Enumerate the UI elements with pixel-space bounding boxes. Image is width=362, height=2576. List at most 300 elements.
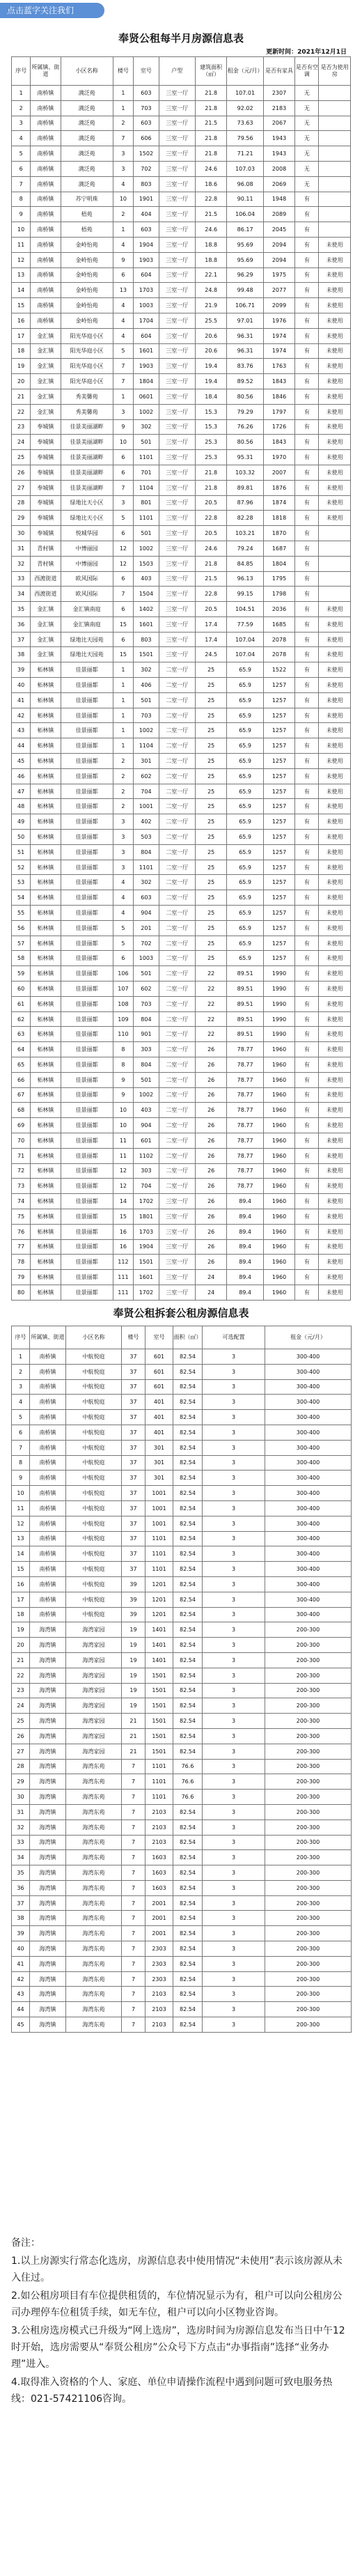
table-cell: 13 (12, 267, 31, 283)
table-cell: 未使用 (319, 996, 351, 1011)
table-cell: 三室一厅 (159, 252, 195, 267)
note-item-1: 1.以上房源实行常态化选房，房源信息表中使用情况“未使用”表示该房源从未入住过。 (11, 2256, 343, 2283)
table-row (12, 1926, 352, 1941)
table-cell (319, 556, 351, 571)
table-cell: 501 (134, 1072, 159, 1087)
table-cell: 82.54 (173, 1895, 203, 1911)
table-cell: 未使用 (319, 920, 351, 936)
table-cell: 佳景丽都 (61, 1255, 113, 1270)
table-cell: 南桥镇 (30, 1592, 66, 1607)
table-cell: 3 (113, 814, 134, 830)
table-cell: 有 (295, 495, 319, 511)
table-cell: 6 (12, 1425, 30, 1440)
table-row (12, 1163, 351, 1179)
table-cell: 200-300 (265, 1744, 352, 1759)
table-cell: 2 (113, 784, 134, 799)
table-cell: 未使用 (319, 1255, 351, 1270)
table-cell: 21.8 (195, 100, 227, 116)
table-cell: 未使用 (319, 435, 351, 450)
table-cell: 二室一厅 (159, 1087, 195, 1103)
table-row (12, 647, 351, 662)
table-cell: 35 (12, 602, 31, 617)
table-cell: 未使用 (319, 844, 351, 860)
table-cell: 柘林镇 (31, 966, 61, 981)
table-cell: 南桥镇 (30, 1531, 66, 1546)
table-cell: 1702 (134, 1194, 159, 1209)
table-cell: 103.21 (227, 526, 263, 541)
table-cell: 金汇镇 (31, 404, 61, 419)
table-cell: 1960 (263, 1194, 295, 1209)
table-cell: 36 (12, 1880, 30, 1895)
table-cell: 1003 (134, 298, 159, 313)
table-cell: 200-300 (265, 1987, 352, 2002)
table-cell: 24.6 (195, 222, 227, 238)
table-cell: 柘林镇 (31, 723, 61, 738)
table-cell: 65.9 (227, 830, 263, 845)
table-cell: 1 (113, 738, 134, 754)
table-row (12, 252, 351, 267)
table-cell: 1201 (145, 1607, 173, 1622)
table-cell: 佳景丽都 (61, 920, 113, 936)
table-cell: 200-300 (265, 1774, 352, 1790)
table-cell: 200-300 (265, 1728, 352, 1744)
table-cell: 柘林镇 (31, 1042, 61, 1057)
table-cell: 3 (203, 1531, 265, 1546)
table-cell: 海湾镇 (30, 2002, 66, 2017)
table-cell: 45 (12, 2017, 30, 2033)
table-cell: 二室一厅 (159, 890, 195, 906)
table-cell: 1201 (145, 1576, 173, 1592)
table-cell: 7 (122, 1790, 145, 1805)
table-cell: 25 (195, 860, 227, 875)
table-cell: 1502 (134, 146, 159, 162)
table-cell: 柘林镇 (31, 799, 61, 814)
table-cell: 二室一厅 (159, 692, 195, 708)
table-cell (319, 541, 351, 556)
table-cell: 2045 (263, 222, 295, 238)
table-cell: 82.54 (173, 1562, 203, 1577)
table-cell: 3 (12, 116, 31, 131)
table-cell: 22 (195, 981, 227, 997)
table-cell: 200-300 (265, 1880, 352, 1895)
table-cell: 海湾东苑 (66, 1971, 122, 1987)
table-row (12, 996, 351, 1011)
table-row (12, 936, 351, 951)
table-cell: 1960 (263, 1163, 295, 1179)
table-cell: 200-300 (265, 1698, 352, 1714)
table-cell: 未使用 (319, 754, 351, 769)
table-cell: 2094 (263, 237, 295, 252)
table-cell: 未使用 (319, 1027, 351, 1042)
table-cell: 3 (203, 2002, 265, 2017)
table-row (12, 1179, 351, 1194)
table-cell: 二室一厅 (159, 799, 195, 814)
table-cell: 佳景丽都 (61, 996, 113, 1011)
table-cell: 1975 (263, 267, 295, 283)
table-cell: 82.54 (173, 1911, 203, 1926)
table-cell: 30 (12, 526, 31, 541)
table-cell: 1002 (134, 541, 159, 556)
table-cell: 2094 (263, 252, 295, 267)
table1-header-cell: 建筑面积（㎡） (195, 57, 227, 86)
table-cell: 三室一厅 (159, 616, 195, 632)
table-cell: 1 (113, 662, 134, 678)
table-cell: 满泛苑 (61, 86, 113, 101)
table-cell: 有 (295, 799, 319, 814)
table-cell: 三室一厅 (159, 192, 195, 207)
table-cell: 78.77 (227, 1042, 263, 1057)
table-cell: 18.6 (195, 176, 227, 192)
table-cell: 11 (113, 1133, 134, 1148)
table-cell: 中航悦庭 (66, 1379, 122, 1395)
table-cell: 65.9 (227, 754, 263, 769)
table-cell: 12 (113, 1179, 134, 1194)
table-row (12, 1562, 352, 1577)
table-cell: 3 (113, 495, 134, 511)
table-cell: 南桥镇 (30, 1486, 66, 1501)
table1-section (11, 25, 351, 1301)
table-cell: 11 (113, 1148, 134, 1163)
table-cell: 欧风国际 (61, 587, 113, 602)
table-cell: 有 (295, 723, 319, 738)
table-cell: 1257 (263, 890, 295, 906)
table-cell: 37 (122, 1395, 145, 1410)
table-cell: 2001 (145, 1926, 173, 1941)
table-cell: 1960 (263, 1179, 295, 1194)
table-cell: 3 (113, 844, 134, 860)
table-cell: 1001 (145, 1486, 173, 1501)
table-cell: 佳景美丽湖畔 (61, 419, 113, 435)
table-cell: 柘林镇 (31, 1072, 61, 1087)
table-cell: 未使用 (319, 404, 351, 419)
table-cell: 20.6 (195, 328, 227, 343)
table-cell: 有 (295, 1103, 319, 1118)
table-cell: 有 (295, 875, 319, 890)
table-cell: 二室一厅 (159, 708, 195, 723)
table-cell: 703 (134, 996, 159, 1011)
table-cell: 青村镇 (31, 541, 61, 556)
table-cell: 三室一厅 (159, 328, 195, 343)
table-cell: 37 (12, 1895, 30, 1911)
table2-section (11, 1300, 351, 2033)
table-cell: 300-400 (265, 1379, 352, 1395)
table-cell: 21.8 (195, 556, 227, 571)
table-cell: 1501 (145, 1714, 173, 1729)
table-cell: 未使用 (319, 1179, 351, 1194)
table-cell: 二室一厅 (159, 951, 195, 966)
table-cell: 有 (295, 435, 319, 450)
table-cell: 南桥镇 (30, 1576, 66, 1592)
table-cell: 1948 (263, 192, 295, 207)
table-cell: 有 (295, 556, 319, 571)
table-cell: 未使用 (319, 708, 351, 723)
table-cell: 3 (203, 1880, 265, 1895)
table-cell: 金汇镇 (31, 389, 61, 404)
table-cell: 未使用 (319, 860, 351, 875)
table-cell: 南桥镇 (30, 1607, 66, 1622)
table-row (12, 1987, 352, 2002)
table-cell: 有 (295, 283, 319, 298)
table-cell: 1960 (263, 1255, 295, 1270)
table-cell: 32 (12, 1820, 30, 1835)
table-cell: 佳景丽都 (61, 768, 113, 784)
table-cell: 5 (113, 343, 134, 359)
table-cell: 37 (122, 1531, 145, 1546)
table-cell: 有 (295, 936, 319, 951)
table-row (12, 1576, 352, 1592)
table-cell: 未使用 (319, 1224, 351, 1239)
table-cell: 阳光华庭小区 (61, 374, 113, 389)
table-cell: 4 (113, 237, 134, 252)
table-cell: 绿地比天园苑 (61, 647, 113, 662)
table-cell: 3 (203, 1865, 265, 1881)
table-cell: 82.54 (173, 1576, 203, 1592)
table-cell: 海湾东苑 (66, 2017, 122, 2033)
table-cell: 1002 (134, 723, 159, 738)
table-cell: 1001 (145, 1500, 173, 1516)
table-cell: 有 (295, 1133, 319, 1148)
table-cell: 三室一厅 (159, 1255, 195, 1270)
table-cell: 38 (12, 1911, 30, 1926)
table-cell: 24.6 (195, 161, 227, 176)
table-cell: 1901 (134, 192, 159, 207)
table-cell: 10 (113, 435, 134, 450)
table-cell: 有 (295, 906, 319, 921)
table-cell: 佳景丽都 (61, 1087, 113, 1103)
table-cell: 108 (113, 996, 134, 1011)
table-cell: 82.54 (173, 2002, 203, 2017)
table-cell: 海湾东苑 (66, 1804, 122, 1820)
table-cell: 3 (203, 1728, 265, 1744)
table-cell: 200-300 (265, 1956, 352, 1971)
table-cell: 24.8 (195, 283, 227, 298)
table-cell: 43 (12, 1987, 30, 2002)
table-cell: 二室一厅 (159, 936, 195, 951)
table-cell: 21 (122, 1728, 145, 1744)
table-cell: 1960 (263, 1072, 295, 1087)
table-cell: 3 (203, 1956, 265, 1971)
table-cell: 未使用 (319, 1042, 351, 1057)
table-cell: 无 (295, 100, 319, 116)
table-cell: 1257 (263, 875, 295, 890)
table-cell: 2303 (145, 1971, 173, 1987)
table-cell: 有 (295, 768, 319, 784)
table-cell: 海湾东苑 (66, 1956, 122, 1971)
table-row (12, 692, 351, 708)
table-cell: 12 (113, 541, 134, 556)
table-cell: 未使用 (319, 328, 351, 343)
table-cell: 柘林镇 (31, 996, 61, 1011)
table-cell: 89.81 (227, 480, 263, 495)
follow-banner[interactable]: 点击蓝字关注我们 (0, 3, 104, 18)
table-cell: 有 (295, 267, 319, 283)
table-cell: 1974 (263, 328, 295, 343)
table-cell: 15.3 (195, 404, 227, 419)
table-cell: 1201 (145, 1592, 173, 1607)
table-cell: 82.54 (173, 1835, 203, 1850)
table-row (12, 1911, 352, 1926)
table-row (12, 1941, 352, 1957)
table-cell: 3 (203, 1820, 265, 1835)
table1-header-cell: 所属镇、街道 (31, 57, 61, 86)
table-cell: 606 (134, 131, 159, 146)
table-cell: 65.9 (227, 936, 263, 951)
table-cell: 二室一厅 (159, 1042, 195, 1057)
note-item-3: 3.公租房选房模式已升级为“网上选房”，选房时间为房源信息发布当日中午12时开始，选房需要从“奉贤公租房”公众号下方点击“办事指南”选择“业务办理”进入。 (11, 2325, 345, 2370)
table-cell: 佳景丽都 (61, 906, 113, 921)
table-cell: 未使用 (319, 389, 351, 404)
table-cell: 佳景丽都 (61, 860, 113, 875)
table-cell: 7 (122, 1850, 145, 1865)
table-cell: 1101 (134, 511, 159, 526)
table-row (12, 1103, 351, 1118)
table-cell: 三室一厅 (159, 602, 195, 617)
table-cell: 海湾镇 (30, 1835, 66, 1850)
table-cell: 89.4 (227, 1194, 263, 1209)
table-cell (319, 222, 351, 238)
table-cell: 中航悦庭 (66, 1562, 122, 1577)
table-cell: 佳景丽都 (61, 708, 113, 723)
table-cell: 二室一厅 (159, 996, 195, 1011)
table-cell: 有 (295, 1194, 319, 1209)
table-cell: 南桥镇 (31, 298, 61, 313)
table-cell: 16 (12, 1576, 30, 1592)
table-row (12, 404, 351, 419)
table-cell: 有 (295, 252, 319, 267)
table-cell: 三室一厅 (159, 465, 195, 480)
table-cell: 76.26 (227, 419, 263, 435)
table-cell: 金汇镇南庭 (61, 602, 113, 617)
table-cell: 7 (113, 359, 134, 374)
table-cell: 有 (295, 738, 319, 754)
table-cell: 1960 (263, 1209, 295, 1224)
table-row (12, 556, 351, 571)
table-cell: 二室一厅 (159, 844, 195, 860)
table-cell: 15.3 (195, 419, 227, 435)
table-cell: 海湾镇 (30, 1698, 66, 1714)
table-cell: 未使用 (319, 419, 351, 435)
table-cell: 2 (12, 1364, 30, 1379)
table-cell: 37 (12, 632, 31, 647)
table-cell: 7 (12, 176, 31, 192)
table-cell: 25 (195, 662, 227, 678)
table-cell: 中博丽园 (61, 556, 113, 571)
table-cell (319, 207, 351, 222)
table-cell: 703 (134, 708, 159, 723)
table-cell: 佳景丽都 (61, 1133, 113, 1148)
table-row (12, 116, 351, 131)
table-cell: 24.5 (195, 647, 227, 662)
table-cell: 1257 (263, 692, 295, 708)
table-cell: 1 (113, 723, 134, 738)
table-cell: 二室一厅 (159, 830, 195, 845)
table-cell: 柘林镇 (31, 1148, 61, 1163)
table-cell (319, 116, 351, 131)
table-cell: 19 (122, 1698, 145, 1714)
table-cell: 佳景丽都 (61, 966, 113, 981)
table-cell: 53 (12, 875, 31, 890)
table-cell: 22 (195, 1027, 227, 1042)
table-cell: 三室一厅 (159, 526, 195, 541)
table-cell: 25 (195, 890, 227, 906)
table-cell: 南桥镇 (30, 1395, 66, 1410)
table-cell: 未使用 (319, 298, 351, 313)
table-cell: 南桥镇 (31, 192, 61, 207)
table-cell: 满泛苑 (61, 131, 113, 146)
table-row (12, 450, 351, 465)
table-cell: 柘林镇 (31, 678, 61, 693)
table-cell: 19 (122, 1622, 145, 1638)
table-cell (319, 86, 351, 101)
table-cell: 南桥镇 (31, 146, 61, 162)
table-cell: 24 (195, 1270, 227, 1285)
table-cell: 82.54 (173, 1744, 203, 1759)
table-row (12, 1285, 351, 1300)
table-cell: 佳景丽都 (61, 738, 113, 754)
table-cell: 702 (134, 936, 159, 951)
table-cell: 79.24 (227, 541, 263, 556)
table-row (12, 1255, 351, 1270)
table-cell: 南桥镇 (31, 161, 61, 176)
table-cell: 22 (12, 404, 31, 419)
table-row (12, 313, 351, 328)
table-cell: 82.54 (173, 1652, 203, 1668)
table-cell: 3 (203, 1759, 265, 1774)
table-cell: 三室一厅 (159, 313, 195, 328)
table-cell: 28 (12, 495, 31, 511)
table-cell: 海湾东苑 (66, 2002, 122, 2017)
table-cell: 39 (122, 1592, 145, 1607)
table-cell: 3 (203, 1668, 265, 1683)
table-cell: 南桥镇 (31, 86, 61, 101)
table-cell: 1257 (263, 860, 295, 875)
table-cell: 二室一厅 (159, 981, 195, 997)
table-cell: 3 (203, 1744, 265, 1759)
table-cell: 65.9 (227, 723, 263, 738)
table-cell: 200-300 (265, 1865, 352, 1881)
table-cell: 1843 (263, 374, 295, 389)
table-cell: 1257 (263, 768, 295, 784)
table-cell: 82.54 (173, 1850, 203, 1865)
table-cell: 佳景美丽湖畔 (61, 465, 113, 480)
table-cell: 11 (12, 237, 31, 252)
table-cell: 南桥镇 (31, 252, 61, 267)
table-cell: 悦城华园 (61, 526, 113, 541)
table-row (12, 1850, 352, 1865)
table-cell: 佳景丽都 (61, 875, 113, 890)
table-cell: 二室一厅 (159, 768, 195, 784)
table-cell: 柘林镇 (31, 1133, 61, 1148)
table-row (12, 1118, 351, 1133)
table-cell: 7 (122, 1865, 145, 1881)
table-cell: 7 (122, 1880, 145, 1895)
table-cell: 10 (113, 192, 134, 207)
table-cell: 三室一厅 (159, 480, 195, 495)
table-cell: 1101 (145, 1546, 173, 1562)
table-cell: 南桥镇 (30, 1500, 66, 1516)
table-cell: 1960 (263, 1148, 295, 1163)
table-row (12, 2002, 352, 2017)
table-cell: 佳景丽都 (61, 1103, 113, 1118)
table-cell: 未使用 (319, 632, 351, 647)
table-cell: 3 (203, 1652, 265, 1668)
table-cell: 300-400 (265, 1425, 352, 1440)
table-cell: 二室一厅 (159, 860, 195, 875)
table-cell: 42 (12, 708, 31, 723)
table-cell: 1501 (145, 1668, 173, 1683)
table-cell: 13 (113, 283, 134, 298)
table-cell: 22.8 (195, 511, 227, 526)
